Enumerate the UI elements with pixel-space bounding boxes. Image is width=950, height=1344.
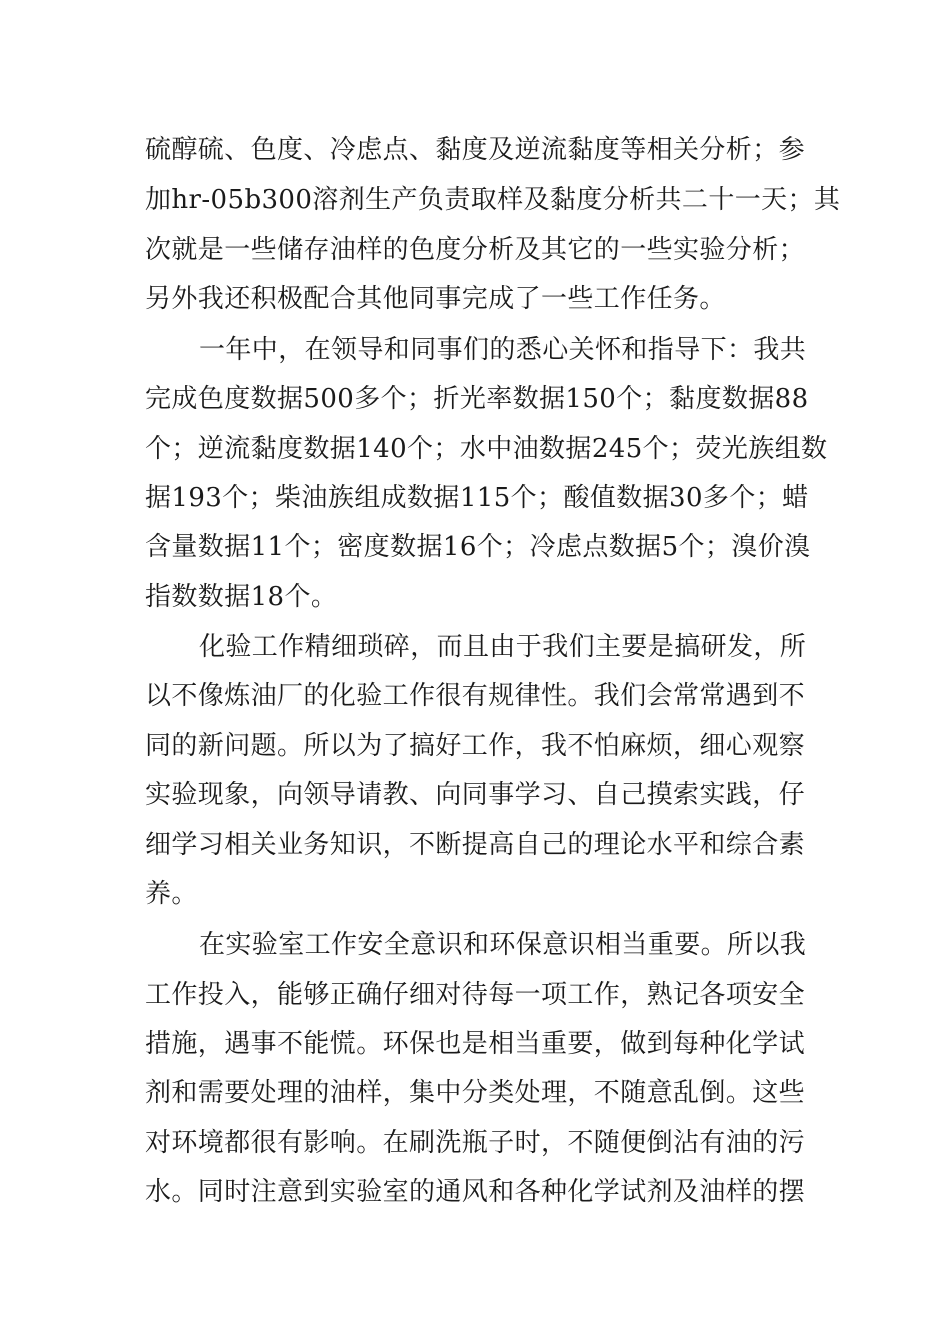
paragraph-first-line: 化验工作精细琐碎，而且由于我们主要是搞研发，所 <box>199 632 807 662</box>
text-line: 指数数据18个。 <box>145 582 338 612</box>
text-line: 工作投入，能够正确仔细对待每一项工作，熟记各项安全 <box>145 980 806 1010</box>
text-line: 含量数据11个；密度数据16个；冷虑点数据5个；溴价溴 <box>145 532 811 562</box>
text-line: 细学习相关业务知识，不断提高自己的理论水平和综合素 <box>145 830 806 860</box>
text-line: 据193个；柴油族组成数据115个；酸值数据30多个；蜡 <box>145 483 809 513</box>
text-line: 完成色度数据500多个；折光率数据150个；黏度数据88 <box>145 384 809 414</box>
text-line: 另外我还积极配合其他同事完成了一些工作任务。 <box>145 284 726 314</box>
text-line: 措施，遇事不能慌。环保也是相当重要，做到每种化学试 <box>145 1029 806 1059</box>
text-line: 次就是一些储存油样的色度分析及其它的一些实验分析； <box>145 235 806 265</box>
text-line: 同的新问题。所以为了搞好工作，我不怕麻烦，细心观察 <box>145 731 806 761</box>
text-line: 对环境都很有影响。在刷洗瓶子时，不随便倒沾有油的污 <box>145 1128 806 1158</box>
text-line: 实验现象，向领导请教、向同事学习、自己摸索实践，仔 <box>145 780 806 810</box>
text-line: 加hr-05b300溶剂生产负责取样及黏度分析共二十一天；其 <box>145 185 841 215</box>
paragraph-first-line: 一年中，在领导和同事们的悉心关怀和指导下：我共 <box>199 335 807 365</box>
text-line: 剂和需要处理的油样，集中分类处理，不随意乱倒。这些 <box>145 1078 806 1108</box>
text-line: 水。同时注意到实验室的通风和各种化学试剂及油样的摆 <box>145 1177 806 1207</box>
paragraph-first-line: 在实验室工作安全意识和环保意识相当重要。所以我 <box>199 930 807 960</box>
text-line: 以不像炼油厂的化验工作很有规律性。我们会常常遇到不 <box>145 681 806 711</box>
text-line: 硫醇硫、色度、冷虑点、黏度及逆流黏度等相关分析；参 <box>145 135 806 165</box>
text-line: 个；逆流黏度数据140个；水中油数据245个；荧光族组数 <box>145 434 828 464</box>
text-line: 养。 <box>145 879 198 909</box>
